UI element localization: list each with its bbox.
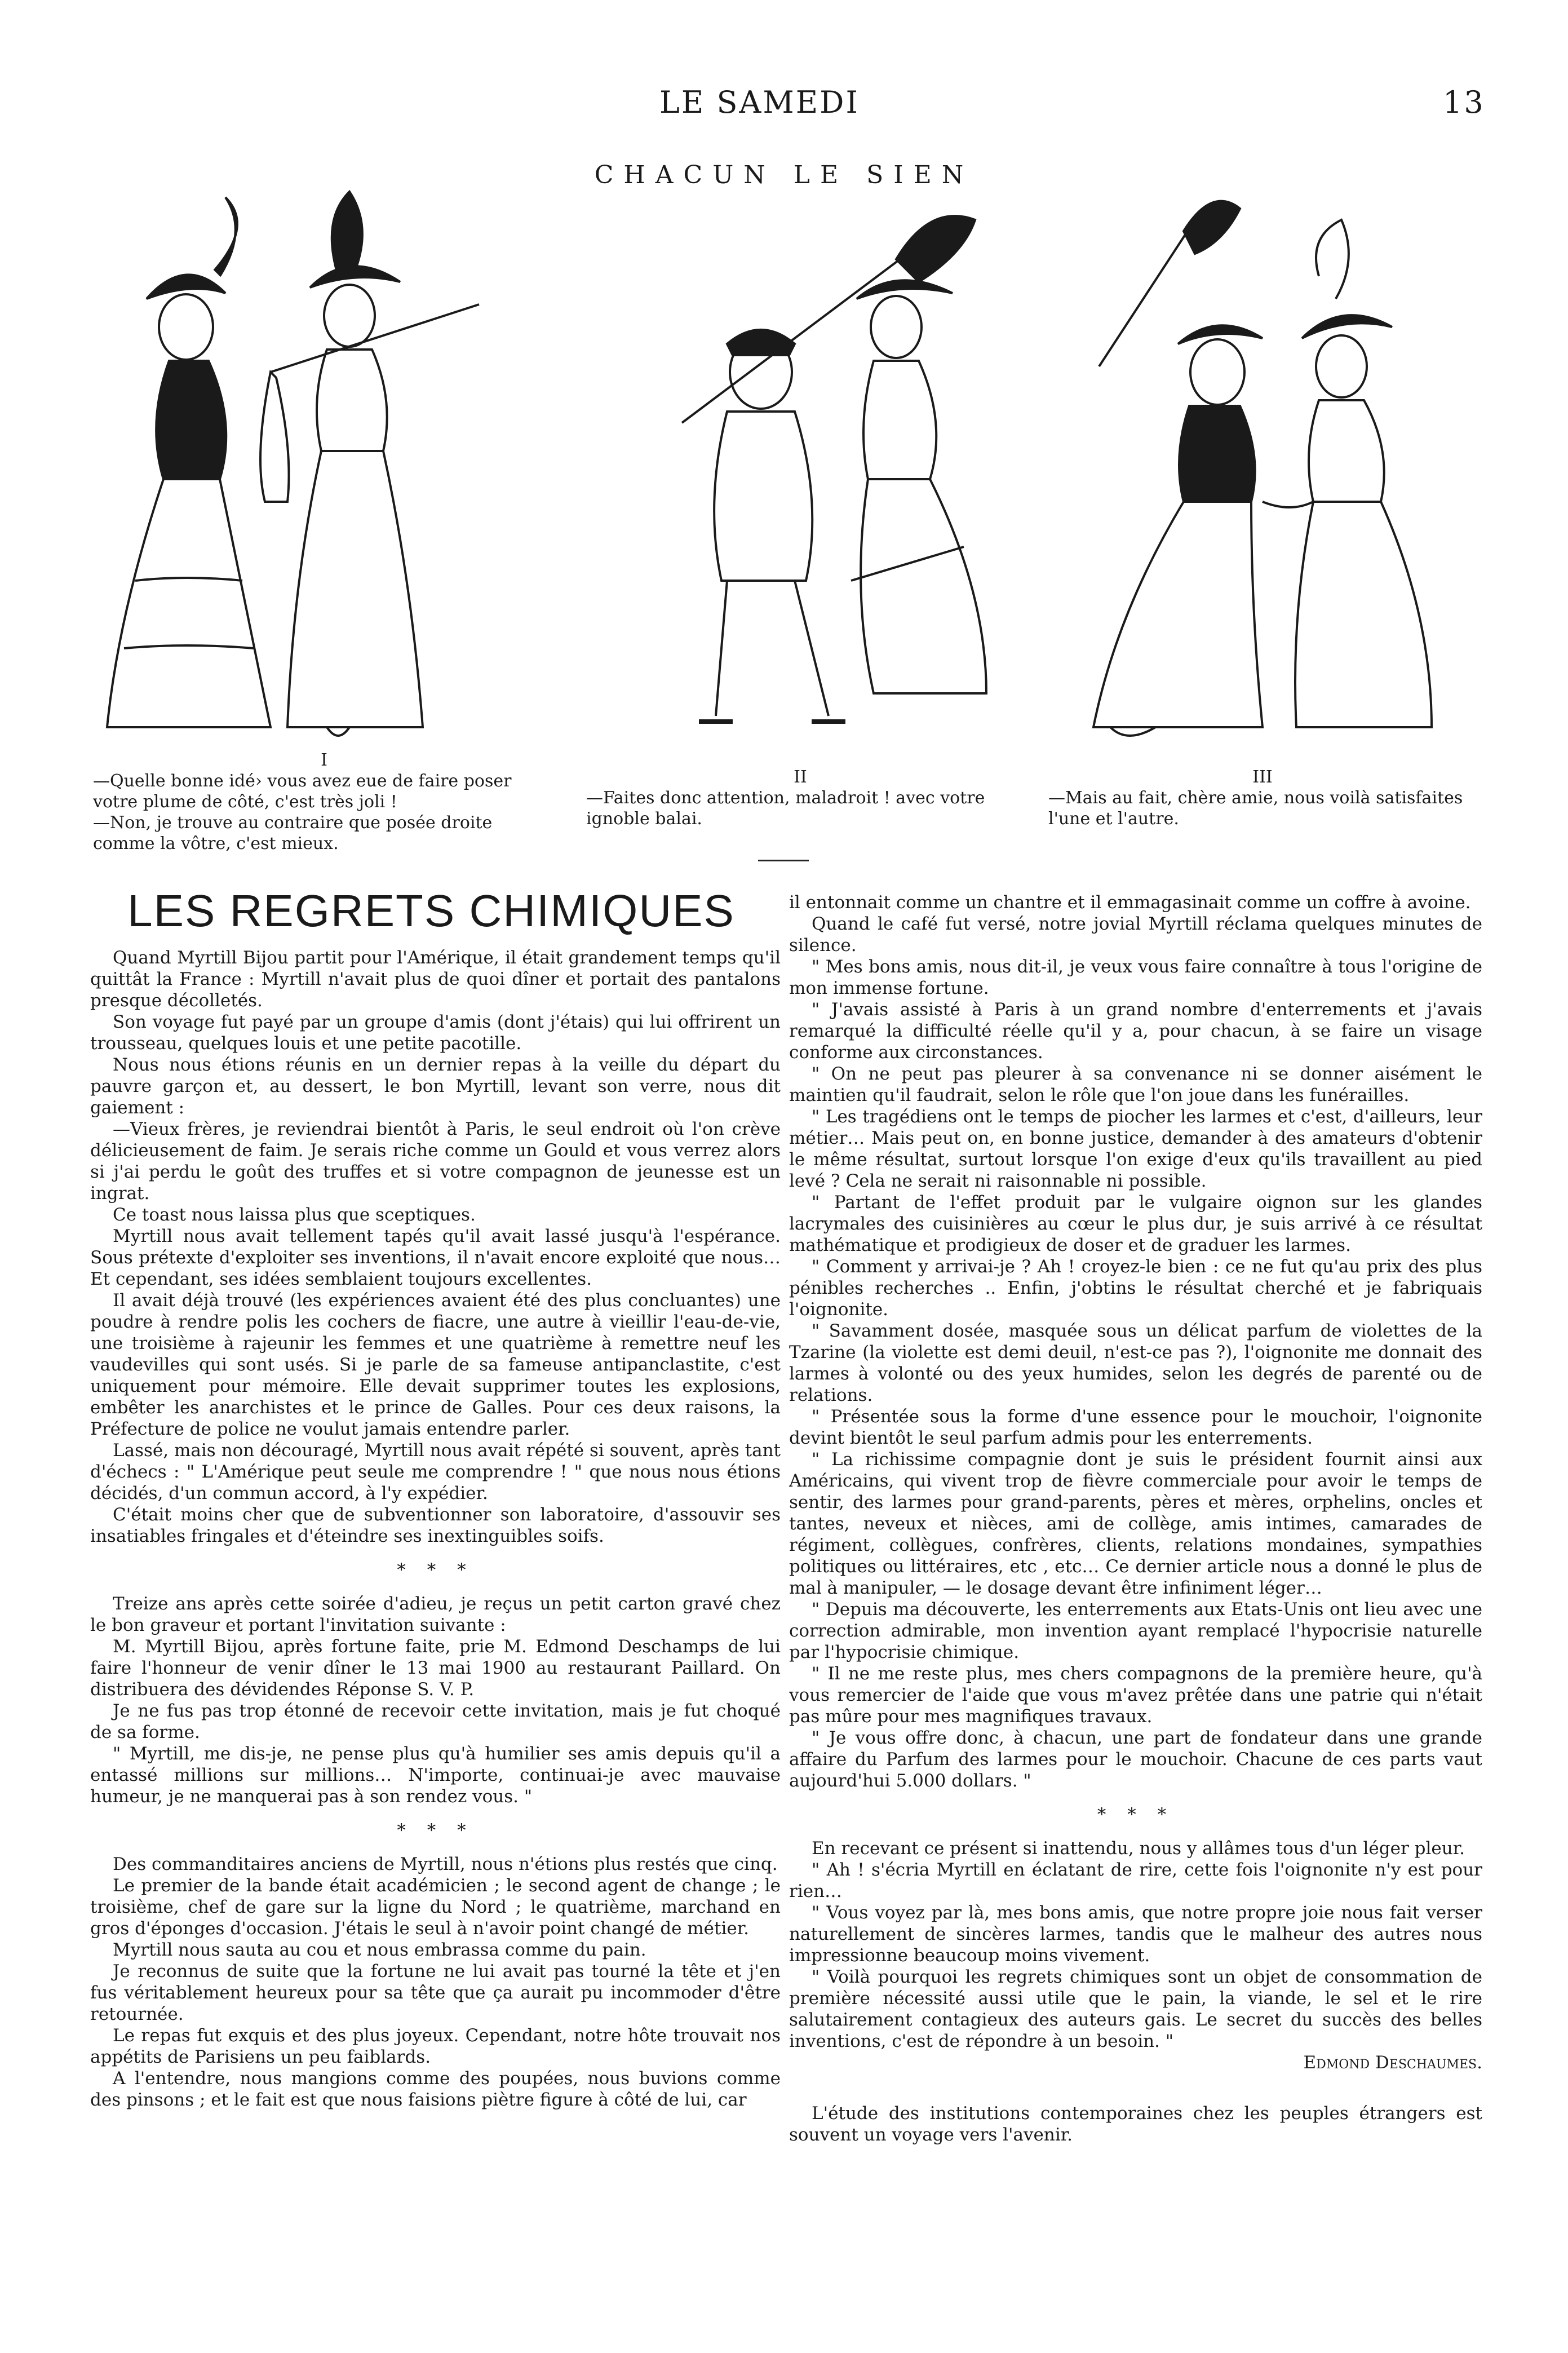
divider-rule (758, 860, 809, 861)
paragraph: Myrtill nous avait tellement tapés qu'il avait lassé jusqu'à l'espérance. Sous prétexte d'exploiter ses inventions, il n'avait encore exploité que nous… Et cependant, ses idées semblaient toujours excellentes. (90, 1226, 781, 1289)
paragraph: " Partant de l'effet produit par le vulgaire oignon sur les glandes lacrymales des cuisinières au cœur le plus dur, je suis arrivé à ce résultat mathématique et prodigieux de doser et de graduer les larmes. (789, 1192, 1482, 1255)
paragraph: " Savamment dosée, masquée sous un délicat parfum de violettes de la Tzarine (la violette est demi deuil, n'est-ce pas ?), l'oignonite me donnait des larmes à volonté ou des yeux humides, selon les degrés de parenté ou de relations. (789, 1321, 1482, 1405)
paragraph: Quand Myrtill Bijou partit pour l'Amérique, il était grandement temps qu'il quittât la France : Myrtill n'avait plus de quoi dîner et portait des pantalons presque décolletés. (90, 948, 781, 1011)
paragraph: " Comment y arrivai-je ? Ah ! croyez-le bien : ce ne fut qu'au prix des plus pénibles recherches .. Enfin, j'obtins le résultat cherché et je fabriquais l'oignonite. (789, 1257, 1482, 1320)
paragraph: Quand le café fut versé, notre jovial Myrtill réclama quelques minutes de silence. (789, 914, 1482, 956)
section-separator: * * * (397, 1560, 474, 1580)
cartoon-caption-2 (586, 767, 1015, 829)
cartoon-illustration-2 (614, 186, 1077, 761)
paragraph: " Voilà pourquoi les regrets chimiques sont un objet de consommation de première nécessité aussi utile que le pain, la viande, le sel et le rire salutairement contagieux des auteurs gais. Le secret du succès des belles inventions, c'est de répondre à un besoin. " (789, 1967, 1482, 2051)
paragraph: —Vieux frères, je reviendrai bientôt à Paris, le seul endroit où l'on crève délicieusement de faim. Je serais riche comme un Gould et vous verrez alors si j'ai perdu le goût des truffes et si votre compagnon de jeunesse est un ingrat. (90, 1119, 781, 1204)
paragraph: " La richissime compagnie dont je suis le président fournit ainsi aux Américains, qui vivent trop de fièvre commerciale pour avoir le temps de sentir, des larmes pour grand-parents, pères et mères, orphelins, oncles et tantes, neveux et nièces, ami de collège, amis intimes, camarades de régiment, collègues, confrères, clients, relations mondaines, sympathies politiques ou littéraires, etc , etc… Ce dernier article nous a donné le plus de mal à manipuler, — le dosage devant être infiniment léger… (789, 1449, 1482, 1598)
paragraph: " Ah ! s'écria Myrtill en éclatant de rire, cette fois l'oignonite n'y est pour rien… (789, 1860, 1482, 1901)
panel-numeral: III (1252, 767, 1273, 787)
article-column-left (90, 947, 781, 2111)
caption-line: —Non, je trouve au contraire que posée droite comme la vôtre, c'est mieux. (93, 813, 493, 853)
paragraph: Son voyage fut payé par un groupe d'amis (dont j'étais) qui lui offrirent un trousseau, quelques louis et une petite pacotille. (90, 1012, 781, 1054)
paragraph: il entonnait comme un chantre et il emmagasinait comme un coffre à avoine. (789, 892, 1471, 913)
article-title: LES REGRETS CHIMIQUES (127, 886, 735, 936)
paragraph: Des commanditaires anciens de Myrtill, nous n'étions plus restés que cinq. (113, 1854, 778, 1874)
paragraph: " Vous voyez par là, mes bons amis, que notre propre joie nous fait verser naturellement de sincères larmes, tandis que le malheur des autres nous impressionne beaucoup moins vivement. (789, 1903, 1482, 1966)
caption-line: —Mais au fait, chère amie, nous voilà satisfaites l'une et l'autre. (1048, 788, 1463, 829)
cartoon-caption-3 (1048, 767, 1477, 829)
paragraph: " Présentée sous la forme d'une essence pour le mouchoir, l'oignonite devint bientôt le seul parfum admis pour les enterrements. (789, 1407, 1482, 1448)
cartoon-panel-3 (1048, 186, 1511, 761)
paragraph: A l'entendre, nous mangions comme des poupées, nous buvions comme des pinsons ; et le fait est que nous faisions piètre figure à côté de lui, car (90, 2068, 781, 2110)
paragraph: Lassé, mais non découragé, Myrtill nous avait répété si souvent, après tant d'échecs : " L'Amérique peut seule me comprendre ! " que nous nous étions décidés, d'un commun accord, à l'y expédier. (90, 1440, 781, 1503)
article-column-right (789, 892, 1482, 2146)
paragraph: C'était moins cher que de subventionner son laboratoire, d'assouvir ses insatiables fringales et d'éteindre ses inextinguibles soifs. (90, 1505, 781, 1546)
author-signature: Edmond Deschaumes. (1303, 2053, 1482, 2073)
running-header-title: LE SAMEDI (659, 85, 860, 120)
paragraph: " Il ne me reste plus, mes chers compagnons de la première heure, qu'à vous remercier de l'aide que vous m'avez prêtée dans une patrie qui n'était pas mûre pour mes magnifiques travaux. (789, 1664, 1482, 1727)
paragraph: " Les tragédiens ont le temps de piocher les larmes et c'est, d'ailleurs, leur métier… Mais peut on, en bonne justice, demander à des amateurs d'obtenir le même résultat, surtout lorsque l'on exige d'eux qu'ils travaillent au pied levé ? Cela ne serait ni raisonnable ni possible. (789, 1107, 1482, 1191)
panel-numeral: I (321, 750, 327, 770)
paragraph: " J'avais assisté à Paris à un grand nombre d'enterrements et j'avais remarqué la difficulté réelle qu'il y a, pour chacun, à se faire un visage conforme aux circonstances. (789, 999, 1482, 1063)
caption-line: —Quelle bonne idé› vous avez eue de faire poser votre plume de côté, c'est très joli ! (93, 771, 512, 812)
paragraph: Treize ans après cette soirée d'adieu, je reçus un petit carton gravé chez le bon graveur et portant l'invitation suivante : (90, 1594, 781, 1635)
paragraph: M. Myrtill Bijou, après fortune faite, prie M. Edmond Deschamps de lui faire l'honneur de venir dîner le 13 mai 1900 au restaurant Paillard. On distribuera des dévidendes Réponse S. V. P. (90, 1637, 781, 1700)
cartoon-caption-1 (93, 750, 555, 854)
paragraph: Il avait déjà trouvé (les expériences avaient été des plus concluantes) une poudre à rendre polis les cochers de fiacre, une autre à vieillir l'eau-de-vie, une troisième à rajeunir les femmes et une quatrième à remettre neuf les vaudevilles qui sont usés. Si je parle de sa fameuse antipanclastite, c'est uniquement pour mémoire. Elle devait supprimer toutes les explosions, embêter les anarchistes et le prince de Galles. Pour ces deux raisons, la Préfecture de police ne voulut jamais entendre parler. (90, 1290, 781, 1439)
paragraph: Ce toast nous laissa plus que sceptiques. (113, 1205, 476, 1225)
section-separator: * * * (1097, 1804, 1175, 1825)
cartoon-illustration-3 (1048, 186, 1511, 761)
cartoon-illustration-1 (85, 186, 575, 761)
paragraph: Le repas fut exquis et des plus joyeux. Cependant, notre hôte trouvait nos appétits de Parisiens un peu faiblards. (90, 2025, 781, 2067)
paragraph: Nous nous étions réunis en un dernier repas à la veille du départ du pauvre garçon et, au dessert, le bon Myrtill, levant son verre, nous dit gaiement : (90, 1055, 781, 1118)
cartoon-title: CHACUN LE SIEN (594, 161, 974, 189)
cartoon-panel-2 (614, 186, 1077, 761)
paragraph: " Myrtill, me dis-je, ne pense plus qu'à humilier ses amis depuis qu'il a entassé millions sur millions… N'importe, continuai-je avec mauvaise humeur, je ne manquerai pas à son rendez vous. " (90, 1744, 781, 1807)
caption-line: —Faites donc attention, maladroit ! avec votre ignoble balai. (586, 788, 985, 829)
paragraph: Je reconnus de suite que la fortune ne lui avait pas tourné la tête et j'en fus véritablement heureux pour sa tête que ça aurait pu incommoder d'être retournée. (90, 1961, 781, 2024)
panel-numeral: II (794, 767, 807, 787)
section-separator: * * * (397, 1820, 474, 1841)
paragraph: " Mes bons amis, nous dit-il, je veux vous faire connaître à tous l'origine de mon immense fortune. (789, 957, 1482, 998)
paragraph: Je ne fus pas trop étonné de recevoir cette invitation, mais je fut choqué de sa forme. (90, 1701, 781, 1742)
paragraph: Le premier de la bande était académicien ; le second agent de change ; le troisième, chef de gare sur la ligne du Nord ; le quatrième, marchand en gros d'éponges d'occasion. J'étais le seul à n'avoir point changé de métier. (90, 1876, 781, 1939)
closing-maxim: L'étude des institutions contemporaines chez les peuples étrangers est souvent un voyage vers l'avenir. (789, 2103, 1482, 2145)
paragraph: " Je vous offre donc, à chacun, une part de fondateur dans une grande affaire du Parfum des larmes pour le mouchoir. Chacune de ces parts vaut aujourd'hui 5.000 dollars. " (789, 1728, 1482, 1791)
paragraph: En recevant ce présent si inattendu, nous y allâmes tous d'un léger pleur. (812, 1838, 1465, 1859)
paragraph: " Depuis ma découverte, les enterrements aux Etats-Unis ont lieu avec une correction admirable, mon invention ayant remplacé l'hypocrisie naturelle par l'hypocrisie chimique. (789, 1599, 1482, 1662)
page-number: 13 (1443, 85, 1485, 120)
paragraph: " On ne peut pas pleurer à sa convenance ni se donner aisément le maintien qu'il faudrait, selon le rôle que l'on joue dans les funérailles. (789, 1064, 1482, 1105)
cartoon-panel-1 (85, 186, 575, 761)
paragraph: Myrtill nous sauta au cou et nous embrassa comme du pain. (113, 1940, 646, 1960)
